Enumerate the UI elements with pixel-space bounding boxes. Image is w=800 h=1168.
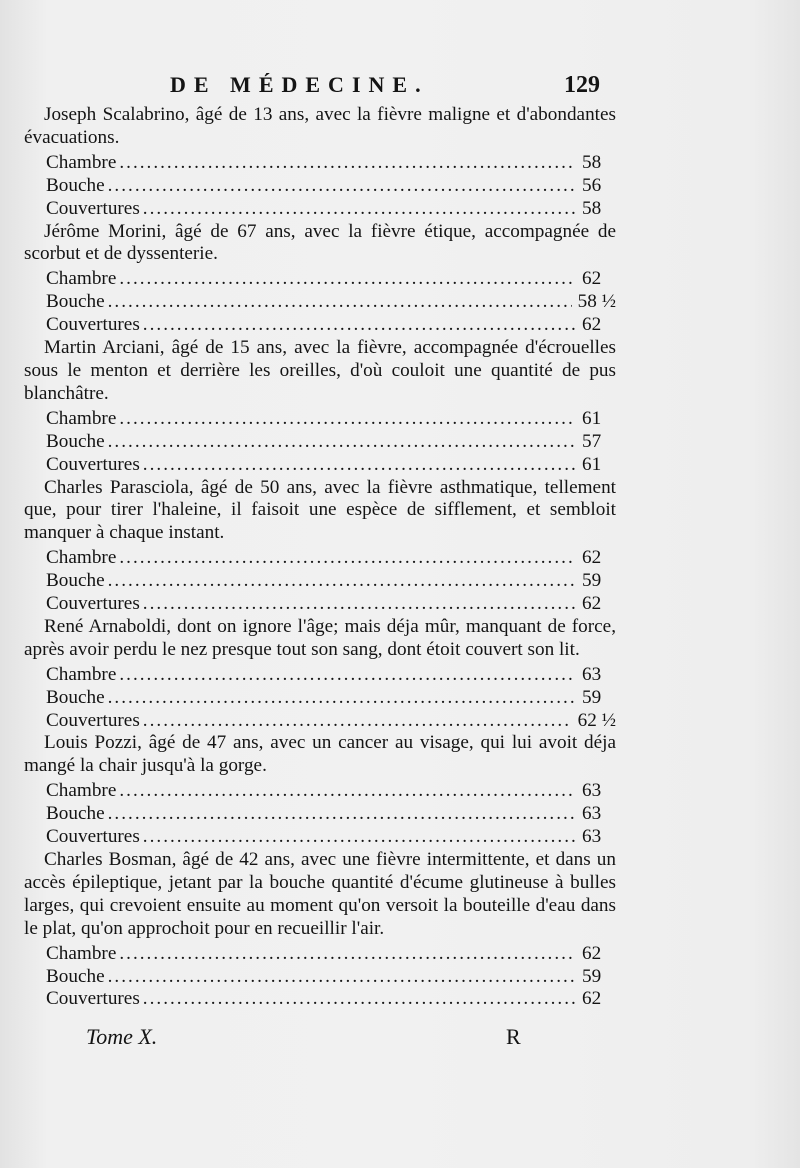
measurement-label: Couvertures: [46, 593, 140, 615]
measurement-value: 63: [582, 826, 602, 848]
measurement-value: 63: [582, 803, 602, 825]
measurement-row: [24, 268, 616, 291]
case-description: René Arnaboldi, dont on ignore l'âge; mais déja mûr, manquant de force, après avoir perdu le nez presque tout son sang, dont étoit couvert son lit.: [24, 615, 616, 660]
measurement-label: Couvertures: [46, 988, 140, 1010]
measurement-label: Chambre: [46, 407, 117, 429]
page-header: [170, 72, 600, 102]
measurement-row: [24, 198, 616, 221]
measurement-row: [24, 431, 616, 454]
measurement-row: [24, 826, 616, 849]
dot-leader: [119, 547, 576, 570]
measurement-row: [24, 152, 616, 175]
measurement-label: Couvertures: [46, 709, 140, 731]
dot-leader: [119, 664, 576, 687]
running-title: DE MÉDECINE.: [170, 72, 429, 97]
dot-leader: [143, 593, 576, 616]
measurement-label: Chambre: [46, 780, 117, 802]
page-number: 129: [564, 72, 600, 98]
measurement-row: [24, 570, 616, 593]
page-body: [24, 104, 616, 1011]
measurement-value: 62: [582, 942, 602, 964]
case-entry: [24, 616, 616, 733]
measurement-row: [24, 664, 616, 687]
measurement-value: 61: [582, 407, 602, 429]
measurement-label: Couvertures: [46, 826, 140, 848]
page-footer: [86, 1024, 526, 1054]
signature-mark: R: [506, 1024, 521, 1049]
measurement-row: [24, 687, 616, 710]
measurement-label: Bouche: [46, 965, 105, 987]
volume-label: Tome X.: [86, 1024, 158, 1049]
measurement-value: 63: [582, 663, 602, 685]
measurement-label: Chambre: [46, 547, 117, 569]
dot-leader: [119, 152, 576, 175]
measurement-label: Chambre: [46, 942, 117, 964]
measurement-label: Bouche: [46, 430, 105, 452]
dot-leader: [143, 454, 576, 477]
dot-leader: [108, 291, 572, 314]
measurement-label: Bouche: [46, 686, 105, 708]
case-entry: [24, 104, 616, 221]
measurement-value: 58: [582, 151, 602, 173]
dot-leader: [108, 803, 576, 826]
measurement-label: Bouche: [46, 291, 105, 313]
measurement-label: Chambre: [46, 663, 117, 685]
measurement-value: 61: [582, 453, 602, 475]
measurement-row: [24, 314, 616, 337]
measurement-row: [24, 803, 616, 826]
measurement-label: Chambre: [46, 268, 117, 290]
measurement-row: [24, 988, 616, 1011]
dot-leader: [108, 966, 576, 989]
measurement-row: [24, 780, 616, 803]
dot-leader: [119, 780, 576, 803]
measurement-row: [24, 291, 616, 314]
measurement-value: 62: [582, 547, 602, 569]
measurement-row: [24, 547, 616, 570]
dot-leader: [119, 408, 576, 431]
dot-leader: [108, 431, 576, 454]
dot-leader: [119, 268, 576, 291]
measurement-value: 62: [582, 268, 602, 290]
measurement-value: 56: [582, 174, 602, 196]
measurement-row: [24, 175, 616, 198]
dot-leader: [119, 943, 576, 966]
measurement-label: Bouche: [46, 570, 105, 592]
case-description: Louis Pozzi, âgé de 47 ans, avec un cancer au visage, qui lui avoit déja mangé la chair jusqu'à la gorge.: [24, 732, 616, 777]
measurement-label: Chambre: [46, 151, 117, 173]
measurement-value: 58: [582, 197, 602, 219]
case-entry: [24, 337, 616, 476]
measurement-label: Bouche: [46, 174, 105, 196]
dot-leader: [143, 826, 576, 849]
measurement-label: Couvertures: [46, 453, 140, 475]
measurement-value: 57: [582, 430, 602, 452]
measurement-value: 62: [582, 988, 602, 1010]
measurement-row: [24, 710, 616, 733]
case-description: Joseph Scalabrino, âgé de 13 ans, avec la fièvre maligne et d'abondantes évacuations.: [24, 104, 616, 148]
case-description: Charles Parasciola, âgé de 50 ans, avec la fièvre asthmatique, tellement que, pour tirer l'haleine, il faisoit une espèce de sifflement, et sembloit manquer à chaque instant.: [24, 476, 616, 544]
dot-leader: [108, 687, 576, 710]
dot-leader: [143, 198, 576, 221]
measurement-value: 59: [582, 570, 602, 592]
measurement-value: 59: [582, 686, 602, 708]
case-entry: [24, 477, 616, 616]
measurement-value: 62 ½: [577, 709, 616, 731]
measurement-value: 58 ½: [577, 291, 616, 313]
dot-leader: [143, 314, 576, 337]
measurement-label: Couvertures: [46, 314, 140, 336]
case-description: Jérôme Morini, âgé de 67 ans, avec la fièvre étique, accompagnée de scorbut et de dyssenterie.: [24, 220, 616, 265]
dot-leader: [143, 988, 576, 1011]
measurement-row: [24, 966, 616, 989]
measurement-row: [24, 454, 616, 477]
measurement-value: 62: [582, 314, 602, 336]
dot-leader: [108, 570, 576, 593]
case-description: Charles Bosman, âgé de 42 ans, avec une fièvre intermittente, et dans un accès épileptique, jetant par la bouche quantité d'écume glutineuse à bulles larges, qui crevoient ensuite au moment qu'on versoit la bouteille d'eau dans le plat, qu'on approchoit pour en recueillir l'air.: [24, 849, 616, 939]
dot-leader: [108, 175, 576, 198]
measurement-value: 62: [582, 593, 602, 615]
case-entry: [24, 221, 616, 338]
measurement-value: 63: [582, 780, 602, 802]
measurement-row: [24, 943, 616, 966]
measurement-row: [24, 593, 616, 616]
case-description: Martin Arciani, âgé de 15 ans, avec la fièvre, accompagnée d'écrouelles sous le menton et derrière les oreilles, d'où couloit une quantité de pus blanchâtre.: [24, 337, 616, 404]
measurement-label: Bouche: [46, 803, 105, 825]
dot-leader: [143, 710, 572, 733]
case-entry: [24, 732, 616, 849]
measurement-value: 59: [582, 965, 602, 987]
measurement-row: [24, 408, 616, 431]
case-entry: [24, 849, 616, 1011]
measurement-label: Couvertures: [46, 197, 140, 219]
